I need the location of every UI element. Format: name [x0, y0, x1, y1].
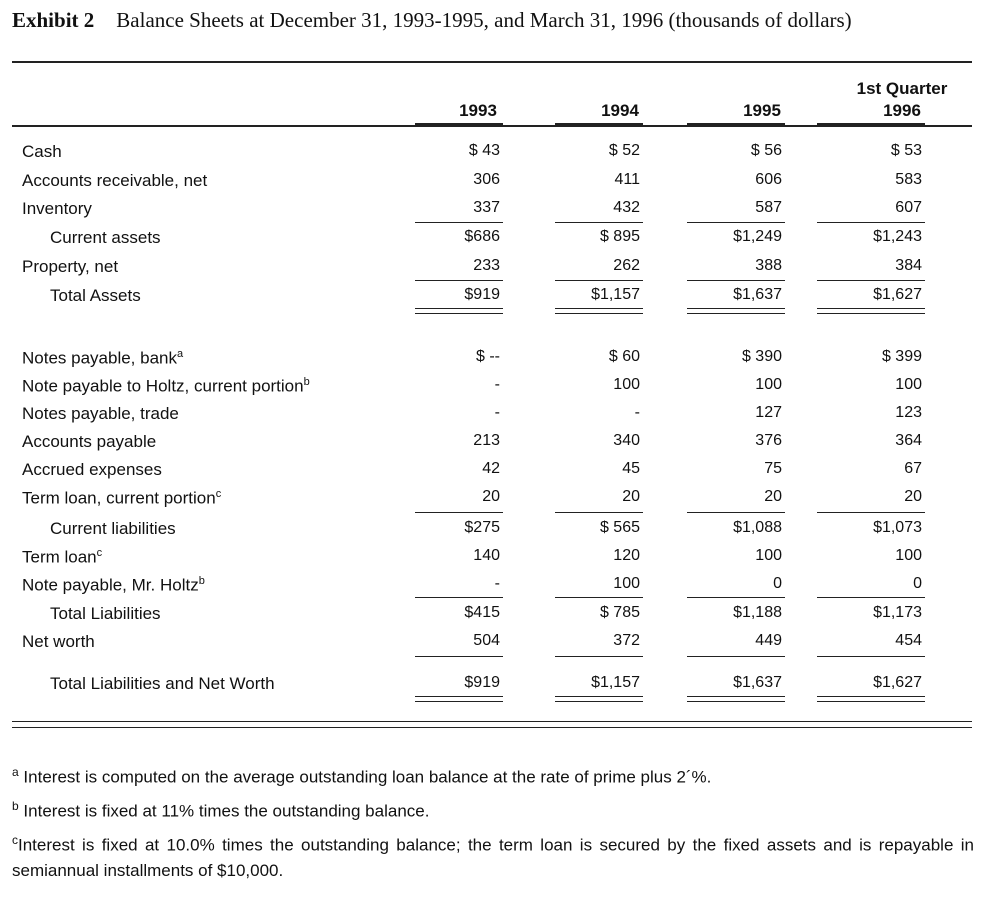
assets-label-text-1: Accounts receivable, net — [22, 171, 208, 190]
assets-cell-4-2: 388 — [755, 257, 782, 274]
assets-subtotal-rule-1 — [555, 222, 643, 223]
liabilities-row-label-2 — [22, 404, 179, 424]
liabilities-cell-1-3: 100 — [895, 376, 922, 393]
liabilities-cell-10-3: 454 — [895, 632, 922, 649]
liabilities-cell-3-1: 340 — [613, 432, 640, 449]
liabilities-label-text-11: Total Liabilities and Net Worth — [50, 674, 275, 693]
assets-cell-3-0: $686 — [464, 228, 500, 245]
assets-subtotal-rule-0 — [415, 222, 503, 223]
liabilities-total-rule-2 — [687, 597, 785, 598]
assets-cell-1-0: 306 — [473, 171, 500, 188]
assets-cell-5-1: $1,157 — [591, 286, 640, 303]
liabilities-label-text-3: Accounts payable — [22, 432, 157, 451]
liabilities-cell-10-2: 449 — [755, 632, 782, 649]
assets-cell-5-3: $1,627 — [873, 286, 922, 303]
footnote-mark-c: c — [12, 833, 18, 847]
liabilities-cell-7-1: 120 — [613, 547, 640, 564]
assets-subtotal-rule-2 — [687, 222, 785, 223]
liabilities-cell-7-0: 140 — [473, 547, 500, 564]
liabilities-label-text-7: Term loan — [22, 547, 97, 567]
assets-cell-0-3: $ 53 — [890, 142, 922, 159]
liabilities-cell-2-0: - — [494, 404, 500, 421]
liabilities-label-text-2: Notes payable, trade — [22, 404, 179, 423]
liabilities-row-label-3 — [22, 432, 156, 452]
bottom-rule-2 — [12, 727, 972, 728]
exhibit-number: Exhibit 2 — [12, 8, 95, 32]
assets-cell-3-1: $ 895 — [599, 228, 640, 245]
liabilities-label-footnote-mark-8: b — [198, 575, 205, 587]
liabilities-label-footnote-mark-7: c — [96, 547, 103, 559]
liabilities-cell-8-3: 0 — [913, 575, 922, 592]
liabilities-label-text-1: Note payable to Holtz, current portion — [22, 376, 304, 396]
liabilities-cell-6-1: $ 565 — [599, 519, 640, 536]
footnote-text-c: Interest is fixed at 10.0% times the outstanding balance; the term loan is secured by the fixed assets and is repayable in semiannual installments of $10,000. — [12, 835, 974, 880]
assets-cell-0-0: $ 43 — [468, 142, 500, 159]
liabilities-cell-7-2: 100 — [755, 547, 782, 564]
liabilities-cell-3-3: 364 — [895, 432, 922, 449]
liabilities-cell-10-1: 372 — [613, 632, 640, 649]
assets-cell-1-2: 606 — [755, 171, 782, 188]
liabilities-subtotal-rule-2 — [687, 512, 785, 513]
liabilities-cell-8-2: 0 — [773, 575, 782, 592]
liabilities-label-text-5: Term loan, current portion — [22, 488, 216, 508]
liabilities-row-label-7 — [22, 547, 102, 568]
networth-rule-0 — [415, 656, 503, 657]
assets-cell-4-1: 262 — [613, 257, 640, 274]
assets-row-label-4 — [22, 257, 118, 277]
liabilities-total-rule-0 — [415, 597, 503, 598]
total-assets-double-rule-0 — [415, 308, 503, 314]
assets-cell-4-3: 384 — [895, 257, 922, 274]
total-assets-double-rule-1 — [555, 308, 643, 314]
liabilities-label-footnote-mark-1: b — [303, 376, 310, 388]
column-header-0: 1993 — [459, 101, 497, 120]
liabilities-cell-5-1: 20 — [622, 488, 640, 505]
assets-row-label-3 — [50, 228, 161, 248]
liabilities-row-label-1 — [22, 376, 310, 397]
liabilities-cell-6-3: $1,073 — [873, 519, 922, 536]
grand-total-double-rule-1 — [555, 696, 643, 702]
liabilities-row-label-9 — [50, 604, 161, 624]
assets-cell-0-2: $ 56 — [750, 142, 782, 159]
liabilities-cell-11-2: $1,637 — [733, 674, 782, 691]
liabilities-cell-8-0: - — [494, 575, 500, 592]
liabilities-cell-5-3: 20 — [904, 488, 922, 505]
column-header-3: 1st Quarter 1996 — [856, 79, 948, 120]
liabilities-cell-11-3: $1,627 — [873, 674, 922, 691]
liabilities-label-text-9: Total Liabilities — [50, 604, 161, 623]
liabilities-row-label-11 — [50, 674, 275, 694]
assets-row-label-2 — [22, 199, 92, 219]
assets-label-text-3: Current assets — [50, 228, 161, 247]
column-header-underline-3 — [817, 123, 925, 125]
liabilities-cell-10-0: 504 — [473, 632, 500, 649]
liabilities-cell-11-1: $1,157 — [591, 674, 640, 691]
assets-row-label-1 — [22, 171, 207, 191]
assets-row-label-5 — [50, 286, 141, 306]
liabilities-cell-6-2: $1,088 — [733, 519, 782, 536]
footnote-a — [12, 760, 974, 790]
footnote-c — [12, 828, 974, 883]
assets-property-rule-2 — [687, 280, 785, 281]
liabilities-label-text-6: Current liabilities — [50, 519, 176, 538]
assets-cell-2-2: 587 — [755, 199, 782, 216]
liabilities-cell-4-2: 75 — [764, 460, 782, 477]
liabilities-label-footnote-mark-5: c — [215, 488, 222, 500]
assets-cell-2-0: 337 — [473, 199, 500, 216]
liabilities-cell-9-0: $415 — [464, 604, 500, 621]
liabilities-cell-0-1: $ 60 — [608, 348, 640, 365]
liabilities-row-label-4 — [22, 460, 162, 480]
assets-label-text-0: Cash — [22, 142, 62, 161]
liabilities-cell-9-2: $1,188 — [733, 604, 782, 621]
liabilities-cell-1-2: 100 — [755, 376, 782, 393]
liabilities-cell-4-0: 42 — [482, 460, 500, 477]
assets-cell-2-3: 607 — [895, 199, 922, 216]
footnote-text-b: Interest is fixed at 11% times the outstanding balance. — [23, 801, 430, 821]
liabilities-subtotal-rule-0 — [415, 512, 503, 513]
total-assets-double-rule-2 — [687, 308, 785, 314]
footnote-mark-a: a — [12, 765, 19, 779]
grand-total-double-rule-3 — [817, 696, 925, 702]
liabilities-subtotal-rule-1 — [555, 512, 643, 513]
column-header-2: 1995 — [743, 101, 781, 120]
assets-cell-3-3: $1,243 — [873, 228, 922, 245]
liabilities-cell-3-2: 376 — [755, 432, 782, 449]
assets-cell-5-2: $1,637 — [733, 286, 782, 303]
assets-label-text-5: Total Assets — [50, 286, 141, 305]
exhibit-title-text: Balance Sheets at December 31, 1993-1995, and March 31, 1996 (thousands of dollars) — [116, 8, 852, 32]
liabilities-row-label-6 — [50, 519, 176, 539]
footnote-b — [12, 794, 974, 824]
assets-label-text-4: Property, net — [22, 257, 119, 276]
liabilities-cell-4-3: 67 — [904, 460, 922, 477]
liabilities-cell-5-0: 20 — [482, 488, 500, 505]
footnote-text-a: Interest is computed on the average outstanding loan balance at the rate of prime plus 2´%. — [23, 767, 712, 787]
assets-cell-0-1: $ 52 — [608, 142, 640, 159]
liabilities-label-text-10: Net worth — [22, 632, 95, 651]
liabilities-cell-5-2: 20 — [764, 488, 782, 505]
liabilities-cell-9-3: $1,173 — [873, 604, 922, 621]
liabilities-cell-4-1: 45 — [622, 460, 640, 477]
liabilities-cell-3-0: 213 — [473, 432, 500, 449]
header-rule — [12, 125, 972, 127]
liabilities-label-text-4: Accrued expenses — [22, 460, 162, 479]
liabilities-cell-0-3: $ 399 — [881, 348, 922, 365]
assets-property-rule-0 — [415, 280, 503, 281]
networth-rule-3 — [817, 656, 925, 657]
liabilities-label-text-0: Notes payable, bank — [22, 348, 177, 368]
assets-cell-5-0: $919 — [464, 286, 500, 303]
assets-subtotal-rule-3 — [817, 222, 925, 223]
column-header-underline-0 — [415, 123, 503, 125]
assets-cell-4-0: 233 — [473, 257, 500, 274]
exhibit-title — [12, 8, 852, 33]
liabilities-row-label-8 — [22, 575, 205, 596]
assets-cell-3-2: $1,249 — [733, 228, 782, 245]
liabilities-cell-2-1: - — [634, 404, 640, 421]
liabilities-cell-0-2: $ 390 — [741, 348, 782, 365]
footnote-mark-b: b — [12, 799, 19, 813]
grand-total-double-rule-0 — [415, 696, 503, 702]
total-assets-double-rule-3 — [817, 308, 925, 314]
liabilities-cell-1-0: - — [494, 376, 500, 393]
assets-row-label-0 — [22, 142, 62, 162]
column-header-underline-1 — [555, 123, 643, 125]
assets-label-text-2: Inventory — [22, 199, 92, 218]
liabilities-label-text-8: Note payable, Mr. Holtz — [22, 575, 199, 595]
column-header-underline-2 — [687, 123, 785, 125]
liabilities-subtotal-rule-3 — [817, 512, 925, 513]
assets-property-rule-3 — [817, 280, 925, 281]
liabilities-row-label-10 — [22, 632, 95, 652]
top-rule — [12, 61, 972, 63]
networth-rule-2 — [687, 656, 785, 657]
column-header-1: 1994 — [601, 101, 639, 120]
liabilities-total-rule-1 — [555, 597, 643, 598]
liabilities-cell-11-0: $919 — [464, 674, 500, 691]
liabilities-cell-9-1: $ 785 — [599, 604, 640, 621]
assets-cell-1-1: 411 — [614, 171, 640, 188]
liabilities-cell-6-0: $275 — [464, 519, 500, 536]
bottom-rule-1 — [12, 721, 972, 722]
liabilities-cell-2-2: 127 — [755, 404, 782, 421]
liabilities-row-label-0 — [22, 348, 183, 369]
liabilities-label-footnote-mark-0: a — [177, 348, 184, 360]
liabilities-cell-7-3: 100 — [895, 547, 922, 564]
assets-property-rule-1 — [555, 280, 643, 281]
assets-cell-1-3: 583 — [895, 171, 922, 188]
liabilities-cell-0-0: $ -- — [476, 348, 500, 365]
liabilities-cell-8-1: 100 — [613, 575, 640, 592]
liabilities-total-rule-3 — [817, 597, 925, 598]
networth-rule-1 — [555, 656, 643, 657]
liabilities-row-label-5 — [22, 488, 221, 509]
liabilities-cell-1-1: 100 — [613, 376, 640, 393]
grand-total-double-rule-2 — [687, 696, 785, 702]
assets-cell-2-1: 432 — [613, 199, 640, 216]
liabilities-cell-2-3: 123 — [895, 404, 922, 421]
